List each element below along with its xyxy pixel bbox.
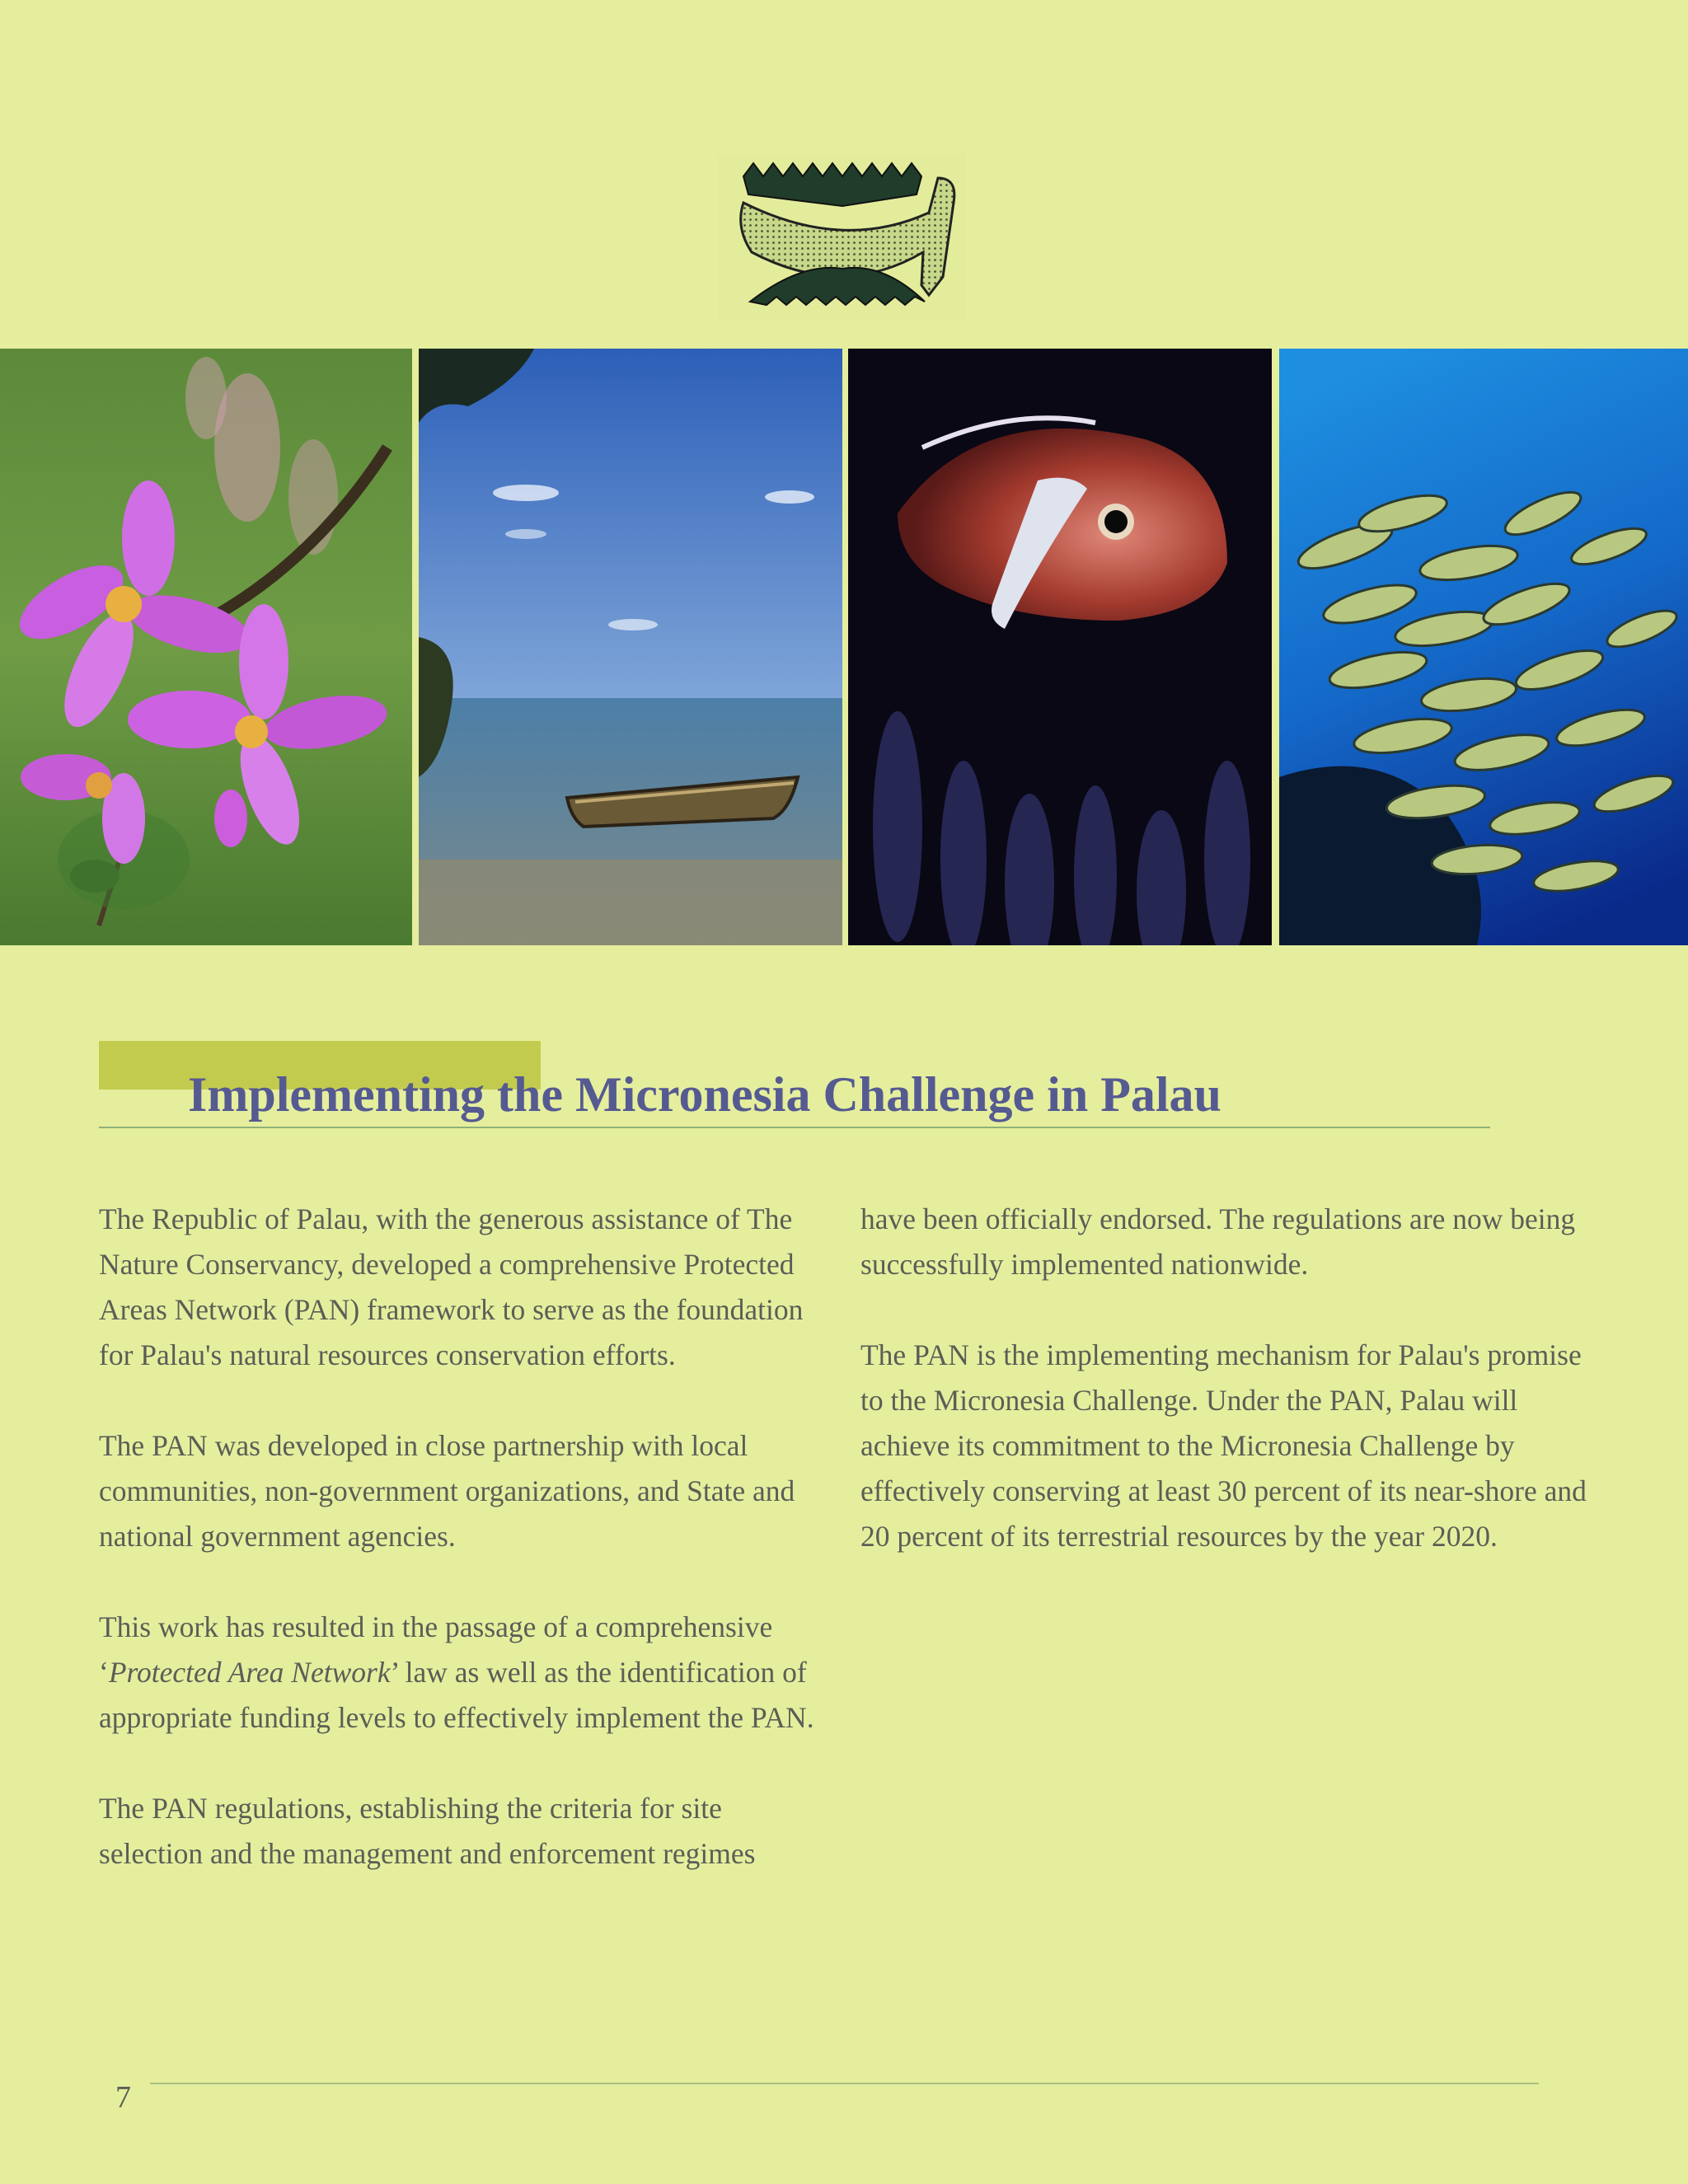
palau-boat-logo-icon [719, 153, 966, 320]
law-name: Protected Area Network [108, 1656, 391, 1689]
left-column [99, 1197, 828, 1922]
page-number: 7 [115, 2080, 131, 2115]
paragraph-text: ’ law as well as the identification of appropriate funding levels to effectively implement the PAN. [99, 1656, 814, 1734]
paragraph: The PAN regulations, establishing the criteria for site selection and the management and enforcement regimes [99, 1792, 756, 1870]
paragraph: have been officially endorsed. The regulations are now being successfully implemented nationwide. [860, 1202, 1576, 1281]
anemonefish-photo [848, 349, 1272, 945]
right-column [860, 1197, 1590, 1605]
paragraph: The Republic of Palau, with the generous assistance of The Nature Conservancy, developed a comprehensive Protected Areas Network (PAN) framework to serve as the foundation for Palau's natural resources conservation efforts. [99, 1202, 804, 1371]
title-underline [99, 1127, 1490, 1128]
photo-strip [0, 349, 1688, 945]
footer-rule [150, 2083, 1539, 2084]
paragraph-text: This work has resulted in the passage of a comprehensive ‘ [99, 1610, 773, 1689]
paragraph: The PAN is the implementing mechanism for Palau's promise to the Micronesia Challenge. Under the PAN, Palau will achieve its commitment to the Micronesia Challenge by effectively conserving at least 30 percent of its near-shore and 20 percent of its terrestrial resources by the year 2020. [860, 1338, 1587, 1553]
school-of-fish-photo [1279, 349, 1688, 945]
boat-on-shore-photo [419, 349, 842, 945]
orchid-flowers-photo [0, 349, 412, 945]
page-title: Implementing the Micronesia Challenge in Palau [188, 1067, 1221, 1122]
paragraph [99, 1605, 828, 1741]
paragraph: The PAN was developed in close partnership with local communities, non-government organizations, and State and national government agencies. [99, 1429, 795, 1553]
